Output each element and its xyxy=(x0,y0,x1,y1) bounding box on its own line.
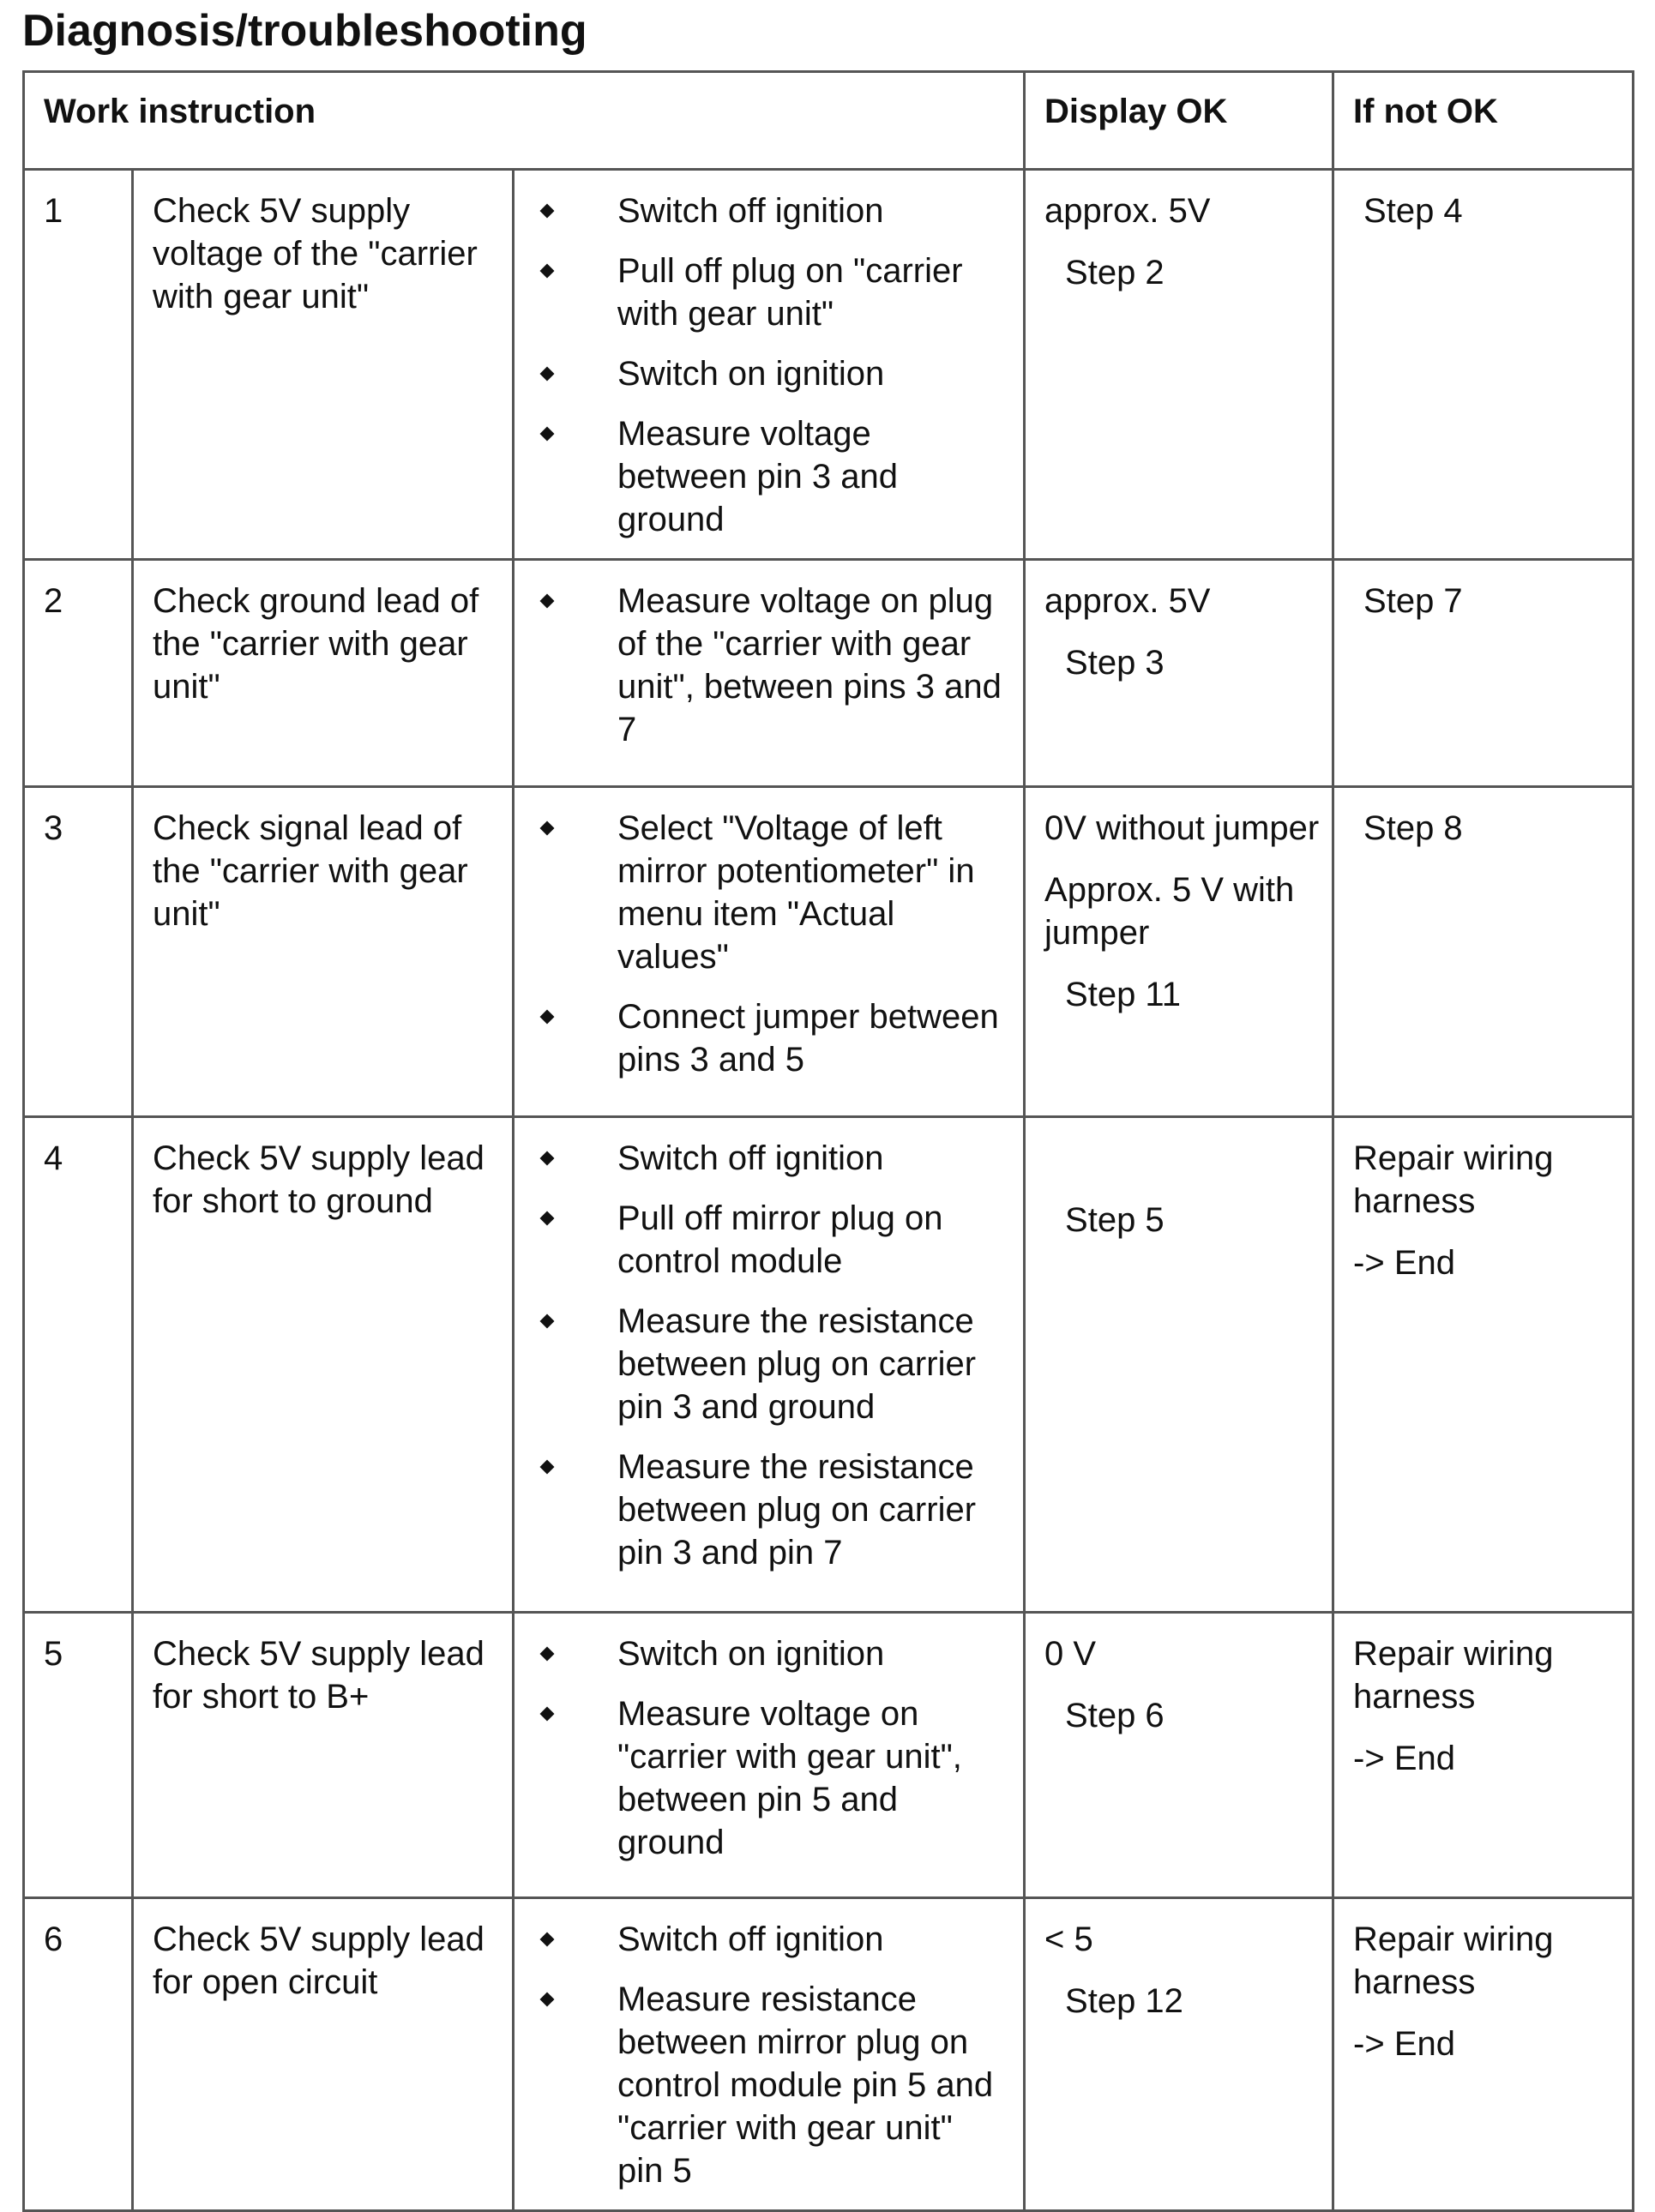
list-item xyxy=(528,995,1008,1081)
header-work-instruction: Work instruction xyxy=(24,72,1025,170)
if-not-ok-cell xyxy=(1333,560,1634,787)
display-next-step: Step 2 xyxy=(1065,254,1165,292)
check-description: Check 5V supply lead for short to ground xyxy=(133,1117,514,1613)
not-ok-next-step: Step 8 xyxy=(1363,809,1463,847)
step-number: 2 xyxy=(24,560,133,787)
list-item xyxy=(528,1978,1008,2192)
step-text: Switch off ignition xyxy=(617,192,884,230)
diamond-bullet-icon xyxy=(540,264,555,279)
table-row xyxy=(24,560,1634,787)
display-next-step: Step 5 xyxy=(1065,1201,1165,1239)
step-list xyxy=(528,580,1008,751)
step-number: 5 xyxy=(24,1613,133,1898)
not-ok-next-step: -> End xyxy=(1353,2025,1455,2063)
display-value: 0V without jumper xyxy=(1044,809,1320,847)
page-title: Diagnosis/troubleshooting xyxy=(22,6,587,56)
diagnosis-table xyxy=(22,70,1634,2212)
header-display-ok: Display OK xyxy=(1025,72,1333,170)
display-value: < 5 xyxy=(1044,1920,1093,1958)
list-item xyxy=(528,807,1008,978)
step-text: Measure voltage between pin 3 and ground xyxy=(617,415,898,538)
list-item xyxy=(528,1300,1008,1428)
diamond-bullet-icon xyxy=(540,427,555,442)
display-value: 0 V xyxy=(1044,1635,1097,1673)
diamond-bullet-icon xyxy=(540,1460,555,1475)
if-not-ok-cell xyxy=(1333,787,1634,1117)
procedure-steps xyxy=(514,560,1025,787)
list-item xyxy=(528,249,1008,335)
if-not-ok-cell xyxy=(1333,1898,1634,2211)
diamond-bullet-icon xyxy=(540,821,555,836)
diamond-bullet-icon xyxy=(540,1211,555,1226)
list-item xyxy=(528,1632,1008,1675)
if-not-ok-cell xyxy=(1333,170,1634,560)
diamond-bullet-icon xyxy=(540,594,555,609)
if-not-ok-cell xyxy=(1333,1117,1634,1613)
table-header-row xyxy=(24,72,1634,170)
check-description: Check 5V supply voltage of the "carrier with gear unit" xyxy=(133,170,514,560)
not-ok-next-step: Step 7 xyxy=(1363,582,1463,620)
procedure-steps xyxy=(514,1898,1025,2211)
header-if-not-ok: If not OK xyxy=(1333,72,1634,170)
list-item xyxy=(528,580,1008,751)
step-text: Measure resistance between mirror plug on control module pin 5 and "carrier with gear unit" pin 5 xyxy=(617,1981,994,2190)
display-ok-cell xyxy=(1025,170,1333,560)
table-row xyxy=(24,1117,1634,1613)
step-text: Measure the resistance between plug on carrier pin 3 and pin 7 xyxy=(617,1448,977,1572)
step-text: Switch off ignition xyxy=(617,1920,884,1958)
check-description: Check 5V supply lead for short to B+ xyxy=(133,1613,514,1898)
step-text: Switch off ignition xyxy=(617,1139,884,1177)
procedure-steps xyxy=(514,787,1025,1117)
step-text: Switch on ignition xyxy=(617,355,885,393)
if-not-ok-cell xyxy=(1333,1613,1634,1898)
list-item xyxy=(528,189,1008,232)
display-next-step: Step 6 xyxy=(1065,1697,1165,1734)
step-number: 3 xyxy=(24,787,133,1117)
not-ok-next-step: -> End xyxy=(1353,1740,1455,1777)
diamond-bullet-icon xyxy=(540,1993,555,2007)
procedure-steps xyxy=(514,170,1025,560)
list-item xyxy=(528,412,1008,541)
diamond-bullet-icon xyxy=(540,1314,555,1329)
step-number: 1 xyxy=(24,170,133,560)
list-item xyxy=(528,1137,1008,1180)
procedure-steps xyxy=(514,1117,1025,1613)
display-ok-cell xyxy=(1025,1117,1333,1613)
step-list xyxy=(528,1632,1008,1864)
diamond-bullet-icon xyxy=(540,1647,555,1662)
step-text: Measure the resistance between plug on carrier pin 3 and ground xyxy=(617,1302,977,1426)
display-next-step: Step 11 xyxy=(1065,976,1181,1013)
step-text: Switch on ignition xyxy=(617,1635,885,1673)
diamond-bullet-icon xyxy=(540,1151,555,1166)
list-item xyxy=(528,352,1008,395)
diamond-bullet-icon xyxy=(540,1707,555,1722)
check-description: Check 5V supply lead for open circuit xyxy=(133,1898,514,2211)
step-text: Measure voltage on "carrier with gear unit", between pin 5 and ground xyxy=(617,1695,962,1861)
table-row xyxy=(24,1613,1634,1898)
display-ok-cell xyxy=(1025,1613,1333,1898)
diamond-bullet-icon xyxy=(540,204,555,219)
display-next-step: Step 12 xyxy=(1065,1982,1183,2020)
diamond-bullet-icon xyxy=(540,1932,555,1947)
step-text: Select "Voltage of left mirror potentiometer" in menu item "Actual values" xyxy=(617,809,975,976)
step-number: 6 xyxy=(24,1898,133,2211)
step-list xyxy=(528,1137,1008,1574)
procedure-steps xyxy=(514,1613,1025,1898)
table-row xyxy=(24,787,1634,1117)
table-row xyxy=(24,170,1634,560)
diamond-bullet-icon xyxy=(540,1010,555,1025)
check-description: Check signal lead of the "carrier with gear unit" xyxy=(133,787,514,1117)
display-ok-cell xyxy=(1025,560,1333,787)
list-item xyxy=(528,1692,1008,1864)
not-ok-action: Repair wiring harness xyxy=(1353,1920,1554,2001)
not-ok-next-step: -> End xyxy=(1353,1244,1455,1282)
display-next-step: Step 3 xyxy=(1065,644,1165,682)
display-ok-cell xyxy=(1025,1898,1333,2211)
list-item xyxy=(528,1918,1008,1961)
step-text: Pull off plug on "carrier with gear unit" xyxy=(617,252,963,333)
step-list xyxy=(528,189,1008,541)
check-description: Check ground lead of the "carrier with gear unit" xyxy=(133,560,514,787)
not-ok-next-step: Step 4 xyxy=(1363,192,1463,230)
step-number: 4 xyxy=(24,1117,133,1613)
display-value: approx. 5V xyxy=(1044,192,1211,230)
display-value: approx. 5V xyxy=(1044,582,1211,620)
step-list xyxy=(528,807,1008,1081)
list-item xyxy=(528,1197,1008,1283)
display-value-secondary: Approx. 5 V with jumper xyxy=(1044,871,1295,952)
table-row xyxy=(24,1898,1634,2211)
step-text: Measure voltage on plug of the "carrier with gear unit", between pins 3 and 7 xyxy=(617,582,1002,748)
step-list xyxy=(528,1918,1008,2192)
list-item xyxy=(528,1446,1008,1574)
step-text: Pull off mirror plug on control module xyxy=(617,1199,943,1280)
spacer xyxy=(1044,1137,1321,1180)
not-ok-action: Repair wiring harness xyxy=(1353,1635,1554,1716)
display-ok-cell xyxy=(1025,787,1333,1117)
not-ok-action: Repair wiring harness xyxy=(1353,1139,1554,1220)
diamond-bullet-icon xyxy=(540,367,555,382)
step-text: Connect jumper between pins 3 and 5 xyxy=(617,998,999,1079)
